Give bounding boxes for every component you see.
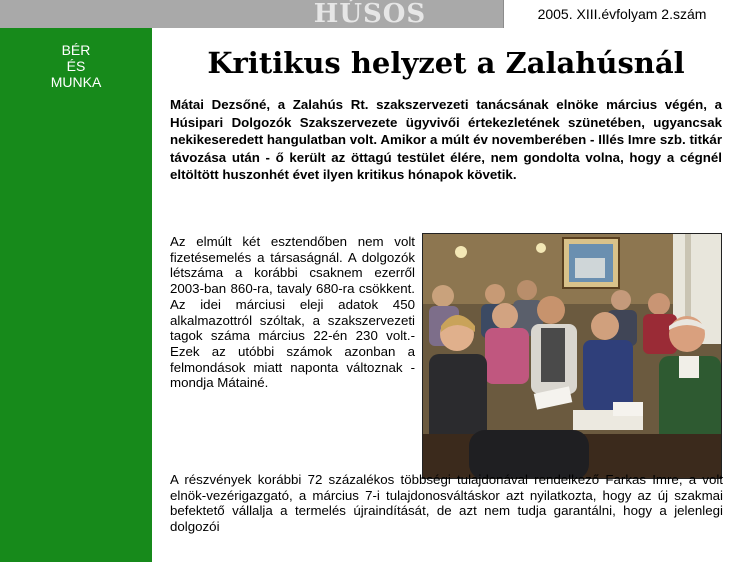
article-title: Kritikus helyzet a Zalahúsnál xyxy=(207,46,685,80)
sidebar xyxy=(0,28,152,562)
article-paragraph-2: A részvények korábbi 72 százalékos többségi tulajdonával rendelkező Farkas Imre, a volt elnök-vezérigazgató, a március 7-i tulajdonosváltáskor azt nyilatkozta, hogy az új szakmai befektető vállalja a termelés újraindítását, de azt nem tudja garantálni, hogy a jelenlegi dolgozói xyxy=(170,472,723,535)
section-line-2: ÉS xyxy=(66,58,86,74)
article-paragraph-1: Az elmúlt két esztendőben nem volt fizetésemelés a társaságnál. A dolgozók létszáma a korábbi csaknem ezerről 2003-ban 860-ra, tavaly 680-ra csökkent. Az idei márciusi eleji adatok 450 alkalmazottról szóltak, a szakszervezeti tagok száma március 22-én 230 volt.- Ezek az utóbbi számok azonban a felmondások miatt naponta változnak - mondja Mátainé. xyxy=(170,234,415,391)
section-line-3: MUNKA xyxy=(50,74,102,90)
section-label xyxy=(0,42,152,90)
article-lead: Mátai Dezsőné, a Zalahús Rt. szakszervezeti tanácsának elnöke március végén, a Húsipari Dolgozók Szakszervezete ügyvivői értekezletének szünetében, ugyancsak nekikeseredett hangulatban volt. Amikor a múlt év novemberében - Illés Imre szb. titkár távozása után - ő került az öttagú testület élére, nem gondolta volna, hogy a cégnél eltöltött huszonhét évet ilyen kritikus hónapok követik. xyxy=(170,97,722,182)
masthead-logo: HÚSOS xyxy=(313,0,427,29)
section-line-1: BÉR xyxy=(61,42,91,58)
meeting-photo xyxy=(422,233,722,479)
issue-info: 2005. XIII.évfolyam 2.szám xyxy=(503,0,740,28)
meeting-photo-drawing xyxy=(423,234,722,479)
